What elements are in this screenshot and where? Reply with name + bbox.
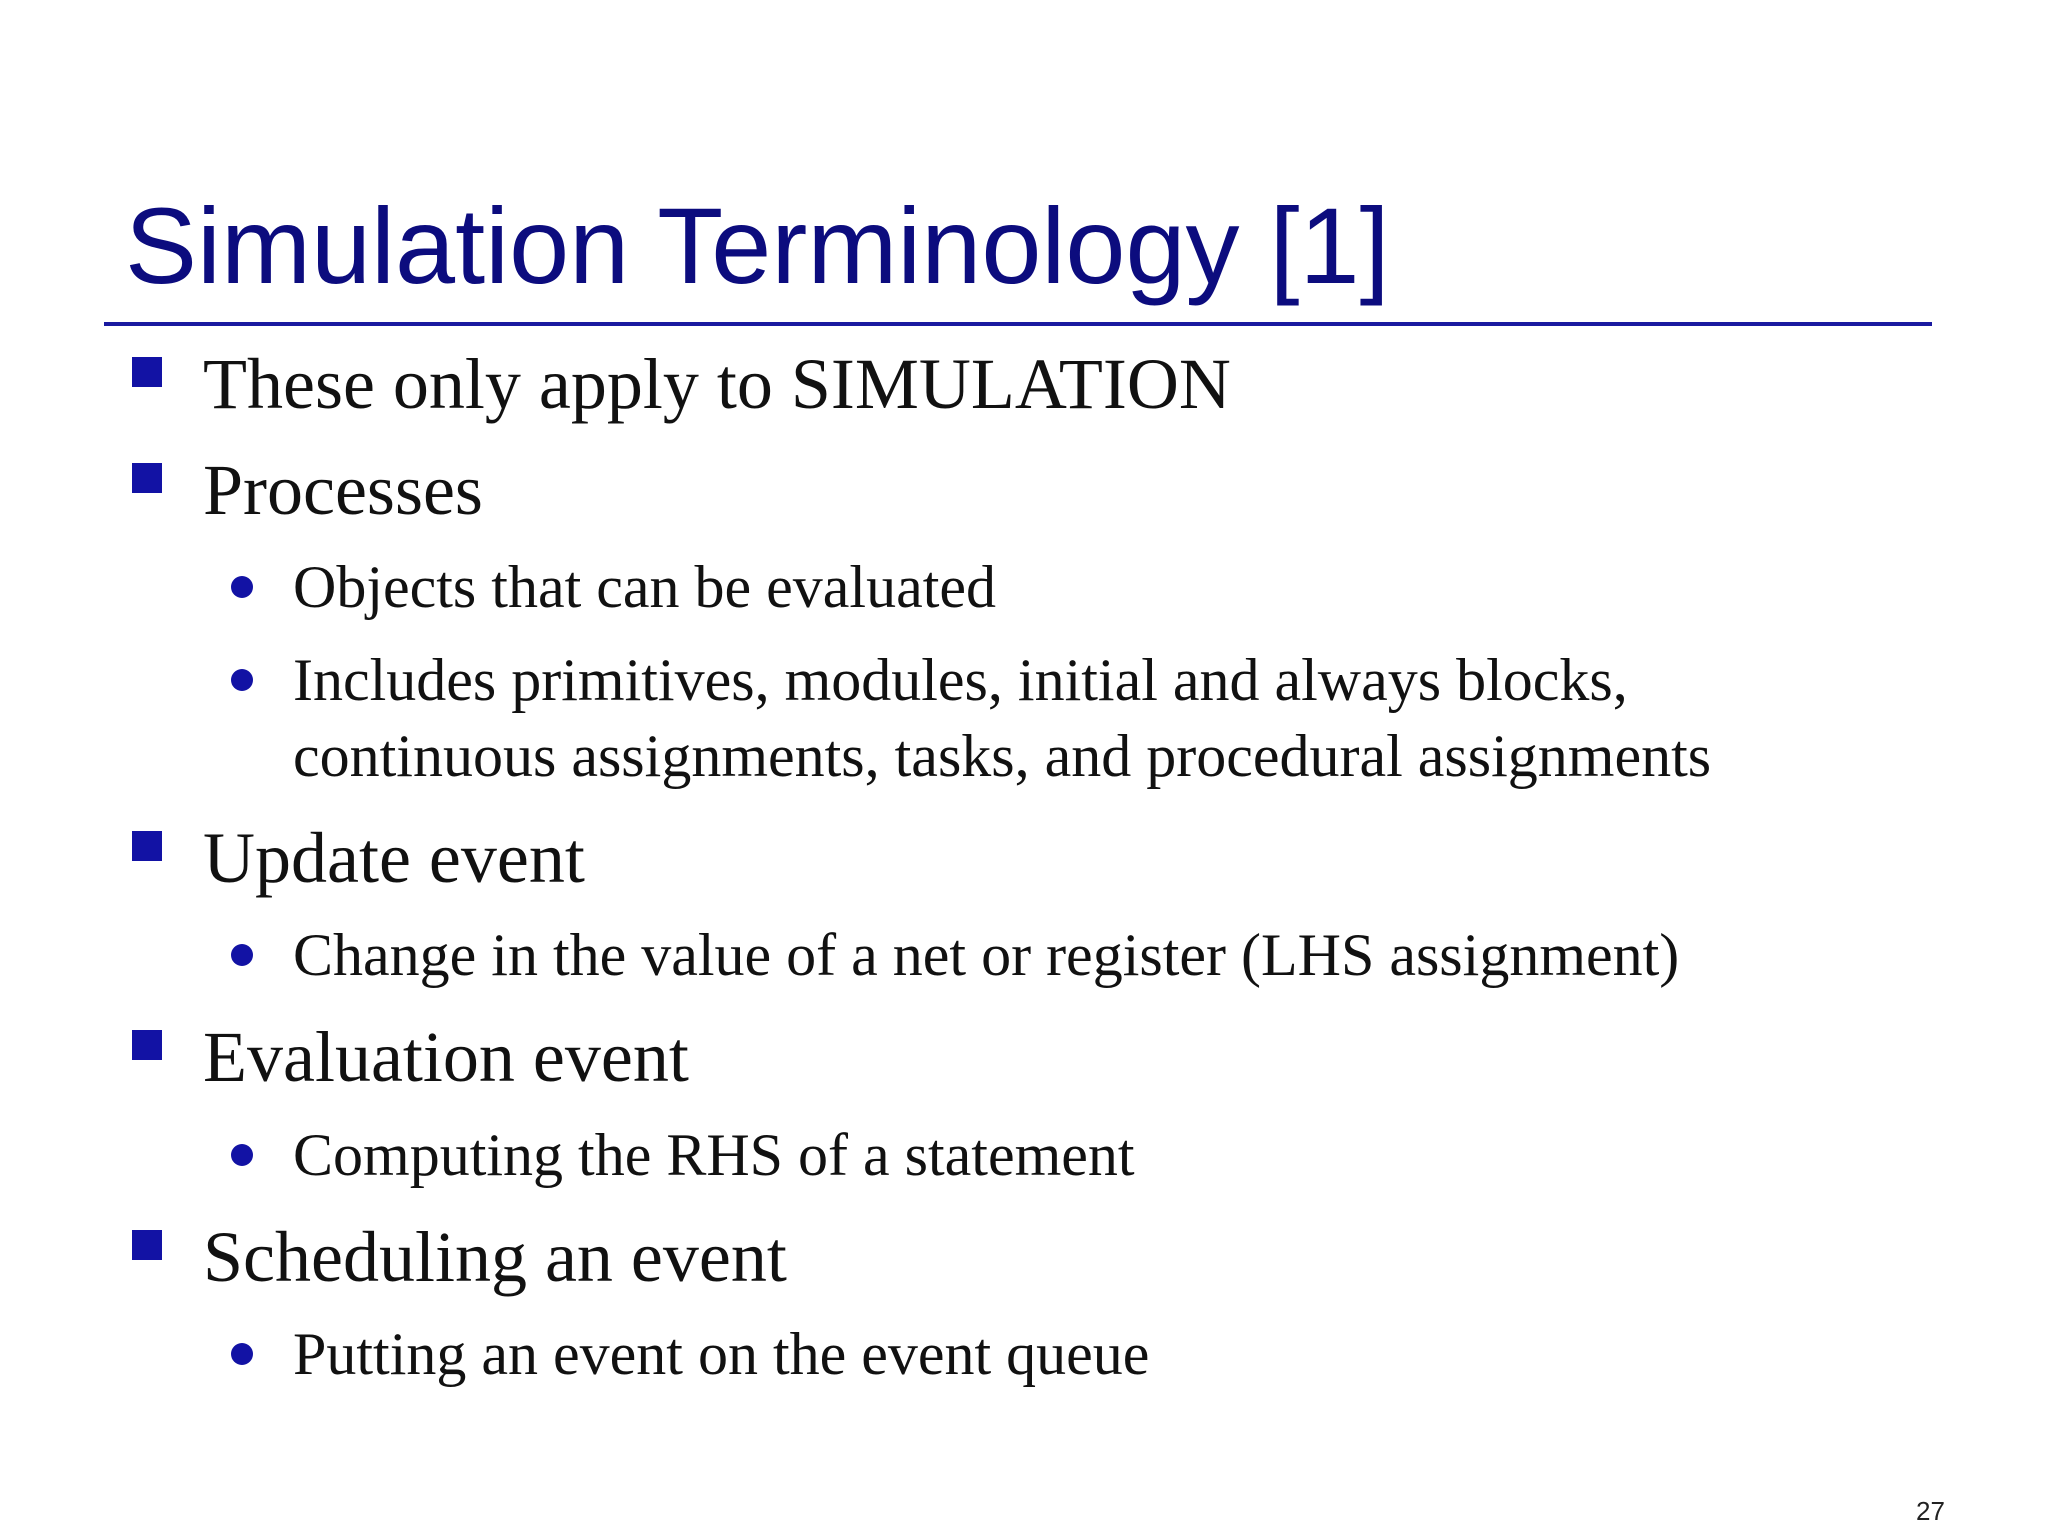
- round-bullet-icon: [231, 669, 253, 691]
- sub-bullet-includes-line-1: Includes primitives, modules, initial and always blocks,: [293, 647, 1628, 713]
- square-bullet-icon: [132, 1230, 162, 1260]
- sub-bullet-change-value: Change in the value of a net or register (LHS assignment): [293, 922, 1680, 988]
- bullet-scheduling-event: Scheduling an event: [203, 1217, 787, 1297]
- square-bullet-icon: [132, 357, 162, 387]
- square-bullet-icon: [132, 463, 162, 493]
- sub-bullet-objects-evaluated: Objects that can be evaluated: [293, 554, 997, 620]
- sub-bullet-event-queue: Putting an event on the event queue: [293, 1321, 1150, 1387]
- round-bullet-icon: [231, 944, 253, 966]
- bullet-processes: Processes: [203, 450, 483, 530]
- page-number: 27: [1916, 1496, 1945, 1526]
- bullet-update-event: Update event: [203, 818, 585, 898]
- round-bullet-icon: [231, 1144, 253, 1166]
- round-bullet-icon: [231, 576, 253, 598]
- square-bullet-icon: [132, 831, 162, 861]
- square-bullet-icon: [132, 1030, 162, 1060]
- sub-bullet-includes-line-2: continuous assignments, tasks, and procedural assignments: [293, 723, 1712, 789]
- title-underline: [104, 322, 1932, 326]
- round-bullet-icon: [231, 1343, 253, 1365]
- slide-title: Simulation Terminology [1]: [125, 185, 1390, 306]
- bullet-evaluation-event: Evaluation event: [203, 1017, 689, 1097]
- bullet-simulation-only: These only apply to SIMULATION: [203, 344, 1231, 424]
- sub-bullet-computing-rhs: Computing the RHS of a statement: [293, 1122, 1135, 1188]
